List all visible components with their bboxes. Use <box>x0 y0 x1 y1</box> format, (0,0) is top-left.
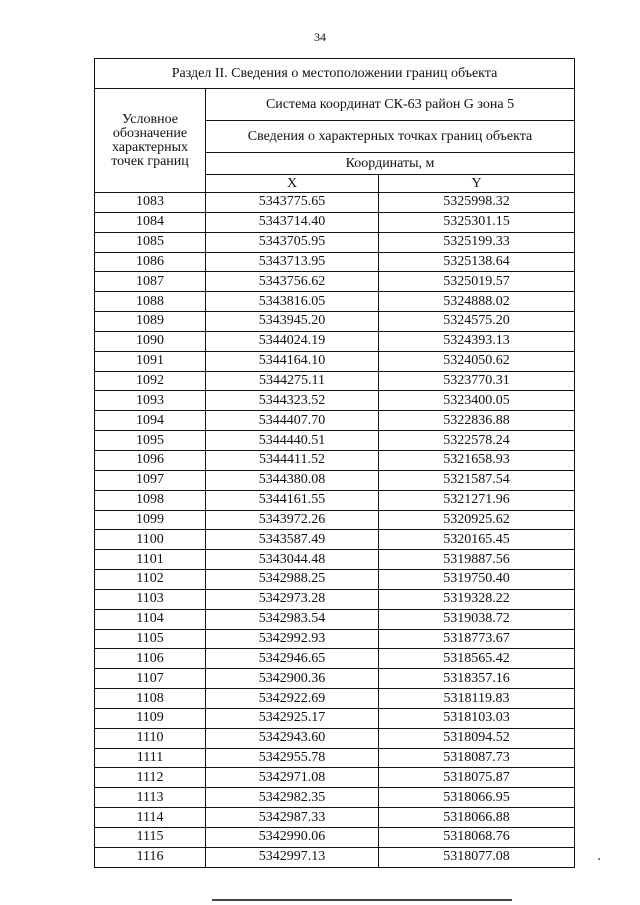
x-coordinate-cell: 5344440.51 <box>206 431 379 451</box>
table-row <box>95 550 575 570</box>
table-body <box>95 193 575 868</box>
y-coordinate-cell: 5318103.03 <box>379 708 575 728</box>
table-row <box>95 788 575 808</box>
point-id-cell: 1112 <box>95 768 206 788</box>
x-coordinate-cell: 5342990.06 <box>206 828 379 848</box>
y-coordinate-cell: 5325301.15 <box>379 212 575 232</box>
point-id-cell: 1093 <box>95 391 206 411</box>
point-id-cell: 1108 <box>95 689 206 709</box>
point-id-cell: 1105 <box>95 629 206 649</box>
point-id-cell: 1091 <box>95 351 206 371</box>
y-coordinate-cell: 5323770.31 <box>379 371 575 391</box>
table-row <box>95 351 575 371</box>
point-id-cell: 1103 <box>95 589 206 609</box>
point-id-cell: 1104 <box>95 609 206 629</box>
points-info-header: Сведения о характерных точках границ объекта <box>206 121 575 153</box>
x-coordinate-cell: 5342955.78 <box>206 748 379 768</box>
x-coordinate-cell: 5342900.36 <box>206 669 379 689</box>
table-row <box>95 828 575 848</box>
table-row <box>95 411 575 431</box>
y-coordinate-cell: 5319887.56 <box>379 550 575 570</box>
y-coordinate-cell: 5319328.22 <box>379 589 575 609</box>
point-id-cell: 1115 <box>95 828 206 848</box>
point-id-cell: 1097 <box>95 470 206 490</box>
point-id-cell: 1083 <box>95 193 206 213</box>
y-coordinate-cell: 5320165.45 <box>379 530 575 550</box>
x-coordinate-cell: 5344407.70 <box>206 411 379 431</box>
y-coordinate-cell: 5318077.08 <box>379 847 575 867</box>
table-row <box>95 470 575 490</box>
section-title: Раздел II. Сведения о местоположении границ объекта <box>95 59 575 89</box>
x-coordinate-cell: 5342946.65 <box>206 649 379 669</box>
y-coordinate-cell: 5318066.95 <box>379 788 575 808</box>
y-coordinate-cell: 5319750.40 <box>379 570 575 590</box>
point-id-cell: 1099 <box>95 510 206 530</box>
y-coordinate-cell: 5324888.02 <box>379 292 575 312</box>
point-id-cell: 1092 <box>95 371 206 391</box>
y-column-header: Y <box>379 175 575 193</box>
section-title-row <box>95 59 575 89</box>
x-coordinate-cell: 5343044.48 <box>206 550 379 570</box>
x-coordinate-cell: 5343705.95 <box>206 232 379 252</box>
point-id-cell: 1095 <box>95 431 206 451</box>
point-id-cell: 1088 <box>95 292 206 312</box>
table-row <box>95 212 575 232</box>
point-id-cell: 1107 <box>95 669 206 689</box>
point-id-cell: 1101 <box>95 550 206 570</box>
x-coordinate-cell: 5343775.65 <box>206 193 379 213</box>
x-coordinate-cell: 5342922.69 <box>206 689 379 709</box>
x-coordinate-cell: 5343713.95 <box>206 252 379 272</box>
y-coordinate-cell: 5321587.54 <box>379 470 575 490</box>
x-coordinate-cell: 5343816.05 <box>206 292 379 312</box>
table-row <box>95 292 575 312</box>
table-row <box>95 748 575 768</box>
x-coordinate-cell: 5344411.52 <box>206 450 379 470</box>
y-coordinate-cell: 5320925.62 <box>379 510 575 530</box>
point-id-cell: 1096 <box>95 450 206 470</box>
y-coordinate-cell: 5322578.24 <box>379 431 575 451</box>
y-coordinate-cell: 5318773.67 <box>379 629 575 649</box>
x-coordinate-cell: 5343972.26 <box>206 510 379 530</box>
table-row <box>95 669 575 689</box>
table-header <box>95 59 575 193</box>
scan-speck <box>598 858 600 860</box>
x-coordinate-cell: 5342971.08 <box>206 768 379 788</box>
y-coordinate-cell: 5318565.42 <box>379 649 575 669</box>
table-row <box>95 371 575 391</box>
x-coordinate-cell: 5344275.11 <box>206 371 379 391</box>
point-id-cell: 1100 <box>95 530 206 550</box>
table-row <box>95 570 575 590</box>
table-row <box>95 609 575 629</box>
y-coordinate-cell: 5318066.88 <box>379 808 575 828</box>
coordinates-table <box>94 58 575 868</box>
scan-edge-mark <box>212 899 512 901</box>
x-coordinate-cell: 5344161.55 <box>206 490 379 510</box>
x-coordinate-cell: 5343714.40 <box>206 212 379 232</box>
x-coordinate-cell: 5343587.49 <box>206 530 379 550</box>
point-id-cell: 1110 <box>95 728 206 748</box>
table-row <box>95 728 575 748</box>
y-coordinate-cell: 5318068.76 <box>379 828 575 848</box>
point-id-cell: 1114 <box>95 808 206 828</box>
table-row <box>95 808 575 828</box>
x-coordinate-cell: 5342982.35 <box>206 788 379 808</box>
table-row <box>95 490 575 510</box>
y-coordinate-cell: 5325019.57 <box>379 272 575 292</box>
point-id-cell: 1116 <box>95 847 206 867</box>
table-row <box>95 450 575 470</box>
x-coordinate-cell: 5343756.62 <box>206 272 379 292</box>
table-row <box>95 768 575 788</box>
table-row <box>95 589 575 609</box>
y-coordinate-cell: 5325199.33 <box>379 232 575 252</box>
point-id-cell: 1113 <box>95 788 206 808</box>
point-id-cell: 1109 <box>95 708 206 728</box>
table-row <box>95 252 575 272</box>
point-id-cell: 1111 <box>95 748 206 768</box>
x-coordinate-cell: 5342992.93 <box>206 629 379 649</box>
point-id-cell: 1098 <box>95 490 206 510</box>
x-coordinate-cell: 5344024.19 <box>206 331 379 351</box>
coordinate-system-header: Система координат СК-63 район G зона 5 <box>206 89 575 121</box>
y-coordinate-cell: 5318119.83 <box>379 689 575 709</box>
page-number: 34 <box>314 30 326 44</box>
table-row <box>95 708 575 728</box>
x-coordinate-cell: 5342988.25 <box>206 570 379 590</box>
y-coordinate-cell: 5319038.72 <box>379 609 575 629</box>
x-coordinate-cell: 5342973.28 <box>206 589 379 609</box>
table-row <box>95 272 575 292</box>
table-row <box>95 649 575 669</box>
point-id-cell: 1090 <box>95 331 206 351</box>
x-coordinate-cell: 5344323.52 <box>206 391 379 411</box>
table-row <box>95 391 575 411</box>
table-row <box>95 530 575 550</box>
y-coordinate-cell: 5318075.87 <box>379 768 575 788</box>
x-coordinate-cell: 5342987.33 <box>206 808 379 828</box>
x-coordinate-cell: 5344380.08 <box>206 470 379 490</box>
y-coordinate-cell: 5321658.93 <box>379 450 575 470</box>
x-coordinate-cell: 5342997.13 <box>206 847 379 867</box>
y-coordinate-cell: 5322836.88 <box>379 411 575 431</box>
table-row <box>95 689 575 709</box>
y-coordinate-cell: 5325138.64 <box>379 252 575 272</box>
x-coordinate-cell: 5342943.60 <box>206 728 379 748</box>
point-id-cell: 1087 <box>95 272 206 292</box>
x-coordinate-cell: 5344164.10 <box>206 351 379 371</box>
table-row <box>95 629 575 649</box>
y-coordinate-cell: 5318087.73 <box>379 748 575 768</box>
x-coordinate-cell: 5343945.20 <box>206 312 379 332</box>
y-coordinate-cell: 5318357.16 <box>379 669 575 689</box>
point-label-header: Условное обозначение характерных точек границ <box>95 89 206 193</box>
point-id-cell: 1094 <box>95 411 206 431</box>
y-coordinate-cell: 5321271.96 <box>379 490 575 510</box>
y-coordinate-cell: 5324575.20 <box>379 312 575 332</box>
point-id-cell: 1084 <box>95 212 206 232</box>
y-coordinate-cell: 5325998.32 <box>379 193 575 213</box>
table-row <box>95 331 575 351</box>
point-id-cell: 1106 <box>95 649 206 669</box>
y-coordinate-cell: 5324393.13 <box>379 331 575 351</box>
x-coordinate-cell: 5342925.17 <box>206 708 379 728</box>
table-row <box>95 431 575 451</box>
table-row <box>95 510 575 530</box>
point-id-cell: 1086 <box>95 252 206 272</box>
point-id-cell: 1085 <box>95 232 206 252</box>
y-coordinate-cell: 5324050.62 <box>379 351 575 371</box>
coordinates-unit-header: Координаты, м <box>206 153 575 175</box>
table-row <box>95 232 575 252</box>
x-coordinate-cell: 5342983.54 <box>206 609 379 629</box>
table-row <box>95 847 575 867</box>
y-coordinate-cell: 5323400.05 <box>379 391 575 411</box>
point-id-cell: 1089 <box>95 312 206 332</box>
x-column-header: X <box>206 175 379 193</box>
table-row <box>95 193 575 213</box>
y-coordinate-cell: 5318094.52 <box>379 728 575 748</box>
point-id-cell: 1102 <box>95 570 206 590</box>
table-row <box>95 312 575 332</box>
